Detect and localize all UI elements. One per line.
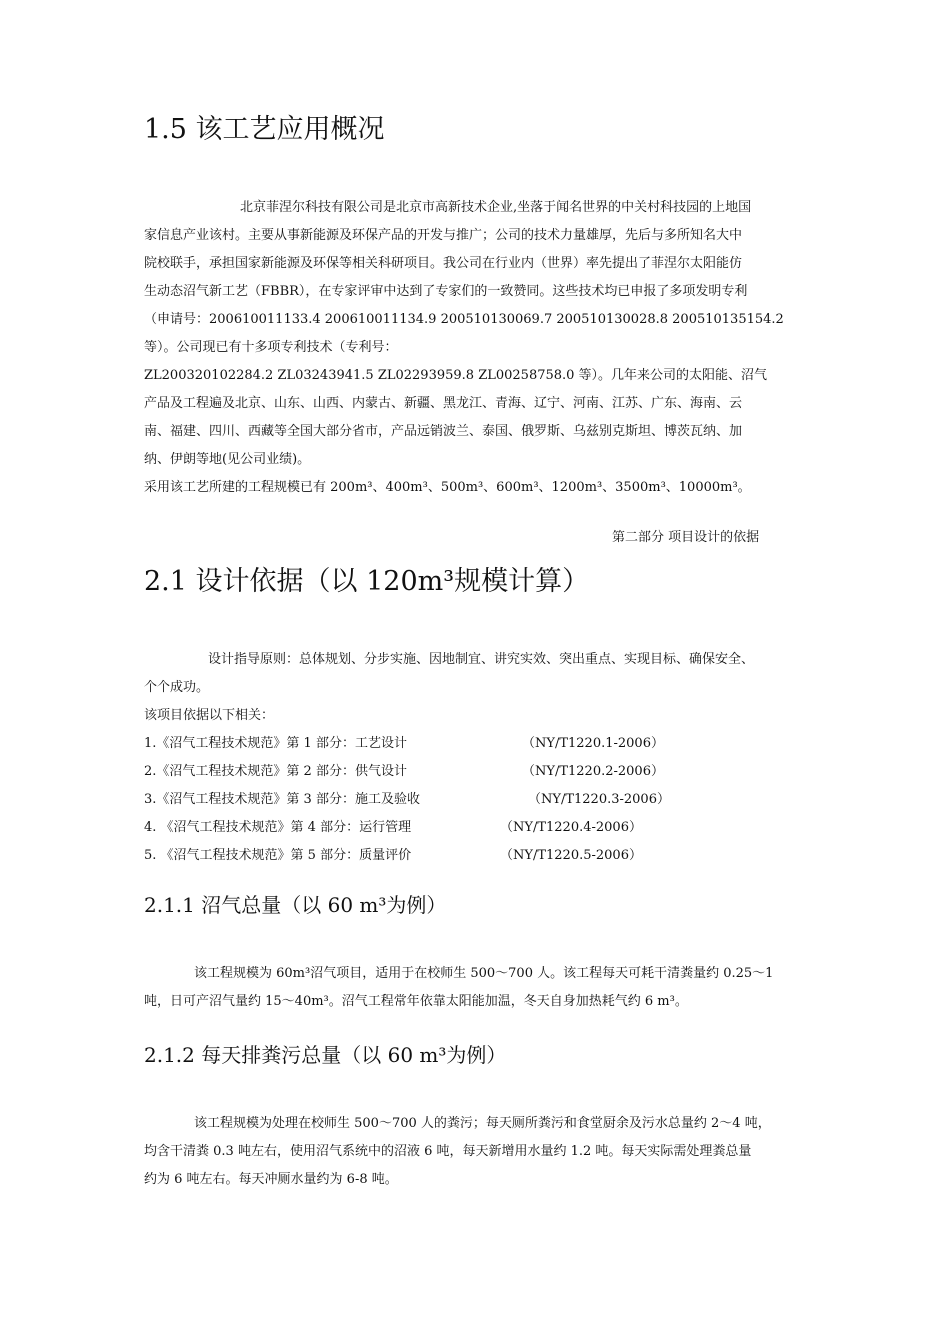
section-2-1-1-body [144, 960, 809, 1016]
paragraph-line: 吨，日可产沼气量约 15～40m³。沼气工程常年依靠太阳能加温，冬天自身加热耗气约 6 m³。 [144, 994, 688, 1009]
section-2-1-2-title: 2.1.2 每天排粪污总量（以 60 m³为例） [144, 1043, 507, 1067]
reference-item: 1.《沼气工程技术规范》第 1 部分：工艺设计 [144, 736, 407, 751]
reference-code: （NY/T1220.1-2006） [522, 736, 664, 751]
paragraph-line: 该工程规模为处理在校师生 500～700 人的粪污；每天厕所粪污和食堂厨余及污水总量约 2～4 吨， [194, 1116, 771, 1131]
paragraph-line: 个个成功。 [144, 680, 210, 695]
section-2-1-2-body [144, 1110, 809, 1194]
section-2-1-principles [144, 646, 809, 730]
reference-item: 3.《沼气工程技术规范》第 3 部分：施工及验收 [144, 792, 420, 807]
paragraph-line: 采用该工艺所建的工程规模已有 200m³、400m³、500m³、600m³、1200m³、3500m³、10000m³。 [144, 480, 751, 495]
paragraph-line: 等）。公司现已有十多项专利技术（专利号： [144, 340, 398, 355]
reference-item: 4. 《沼气工程技术规范》第 4 部分：运行管理 [144, 820, 412, 835]
paragraph-line: 生动态沼气新工艺（FBBR），在专家评审中达到了专家们的一致赞同。这些技术均已申报了多项发明专利 [144, 284, 748, 299]
paragraph-line: 北京菲涅尔科技有限公司是北京市高新技术企业,坐落于闻名世界的中关村科技园的上地国 [240, 200, 752, 215]
section-1-5-body [144, 194, 809, 502]
paragraph-line: 院校联手，承担国家新能源及环保等相关科研项目。我公司在行业内（世界）率先提出了菲涅尔太阳能仿 [144, 256, 743, 271]
part-two-label: 第二部分 项目设计的依据 [612, 530, 760, 545]
reference-item: 5. 《沼气工程技术规范》第 5 部分：质量评价 [144, 848, 412, 863]
paragraph-line: 约为 6 吨左右。每天冲厕水量约为 6-8 吨。 [144, 1172, 398, 1187]
paragraph-line: 南、福建、四川、西藏等全国大部分省市，产品远销波兰、泰国、俄罗斯、乌兹别克斯坦、博茨瓦纳、加 [144, 424, 743, 439]
paragraph-line: 该工程规模为 60m³沼气项目，适用于在校师生 500～700 人。该工程每天可耗干清粪量约 0.25～1 [194, 966, 774, 981]
reference-code: （NY/T1220.4-2006） [500, 820, 642, 835]
reference-code: （NY/T1220.3-2006） [528, 792, 670, 807]
paragraph-line: 产品及工程遍及北京、山东、山西、内蒙古、新疆、黑龙江、青海、辽宁、河南、江苏、广东、海南、云 [144, 396, 743, 411]
paragraph-line: 纳、伊朗等地(见公司业绩)。 [144, 452, 311, 467]
reference-code: （NY/T1220.2-2006） [522, 764, 664, 779]
paragraph-line: 家信息产业该村。主要从事新能源及环保产品的开发与推广；公司的技术力量雄厚，先后与多所知名大中 [144, 228, 743, 243]
section-2-1-title: 2.1 设计依据（以 120m³规模计算） [144, 566, 590, 597]
paragraph-line: （申请号：200610011133.4 200610011134.9 200510130069.7 200510130028.8 200510135154.2 [144, 312, 784, 327]
paragraph-line: 设计指导原则：总体规划、分步实施、因地制宜、讲究实效、突出重点、实现目标、确保安全、 [208, 652, 755, 667]
paragraph-line: 均含干清粪 0.3 吨左右，使用沼气系统中的沼液 6 吨，每天新增用水量约 1.2 吨。每天实际需处理粪总量 [144, 1144, 752, 1159]
reference-code: （NY/T1220.5-2006） [500, 848, 642, 863]
reference-item: 2.《沼气工程技术规范》第 2 部分：供气设计 [144, 764, 407, 779]
section-1-5-title: 1.5 该工艺应用概况 [144, 114, 385, 145]
paragraph-line: ZL200320102284.2 ZL03243941.5 ZL02293959.8 ZL00258758.0 等）。几年来公司的太阳能、沼气 [144, 368, 768, 383]
references-intro: 该项目依据以下相关： [144, 708, 275, 723]
section-2-1-1-title: 2.1.1 沼气总量（以 60 m³为例） [144, 893, 447, 917]
